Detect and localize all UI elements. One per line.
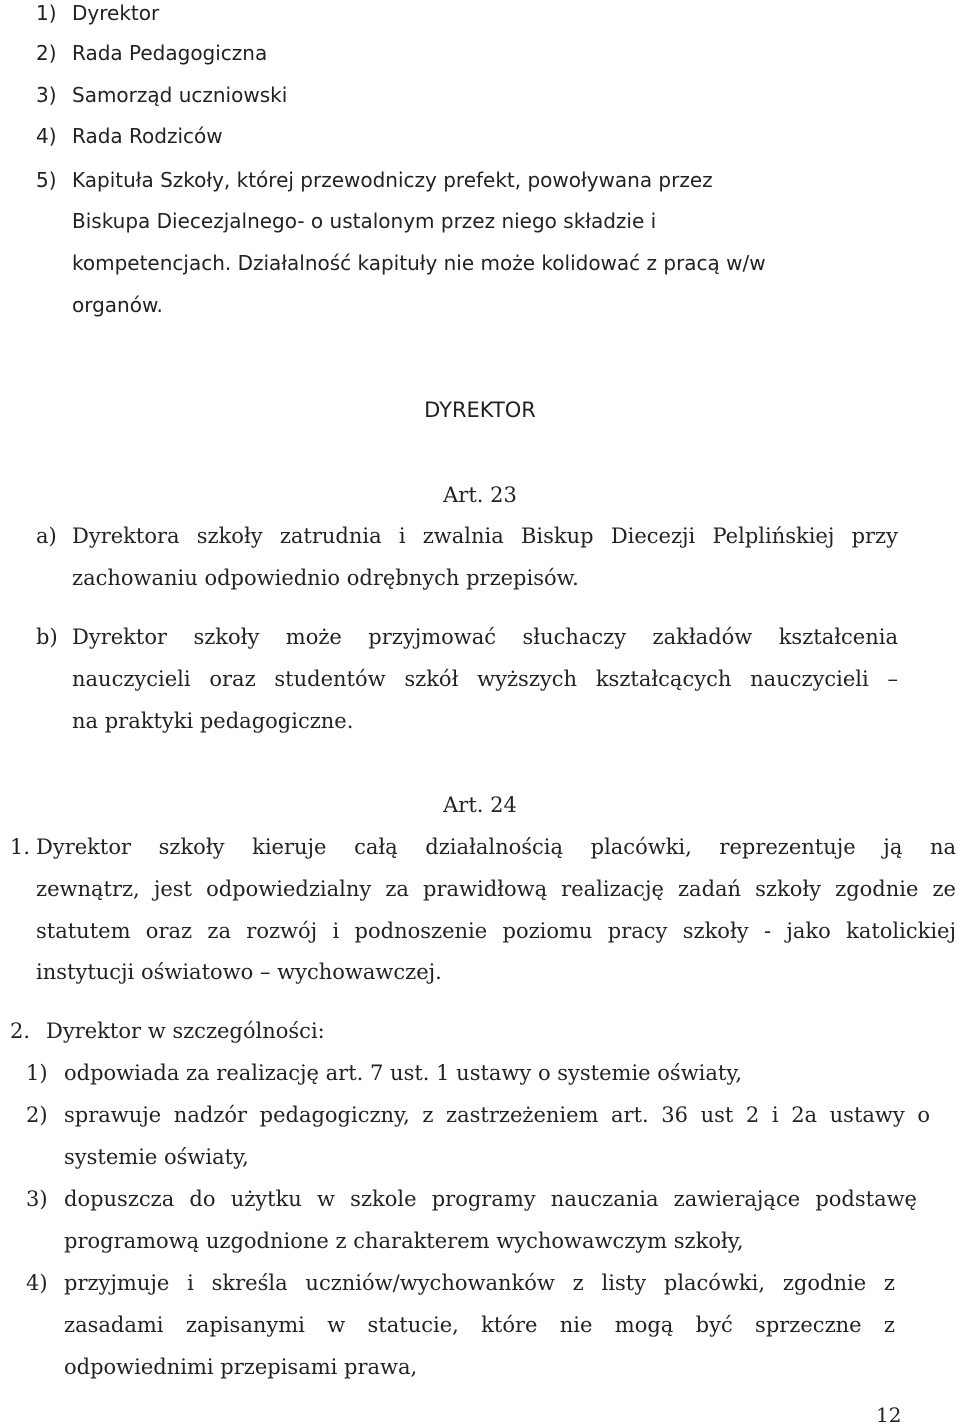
list-item-line: organów.	[72, 293, 163, 317]
list-item: Rada Rodziców	[72, 124, 223, 148]
list-item-line: kompetencjach. Działalność kapituły nie może kolidować z pracą w/w	[72, 251, 766, 275]
list-number: 2)	[36, 41, 57, 65]
article-title: Art. 23	[443, 483, 517, 507]
page-number: 12	[876, 1403, 902, 1427]
paragraph-number: 2.	[10, 1019, 31, 1043]
list-item-line: sprawuje nadzór pedagogiczny, z zastrzeżeniem art. 36 ust 2 i 2a ustawy o	[64, 1103, 930, 1127]
paragraph-line: zachowaniu odpowiednio odrębnych przepisów.	[72, 566, 579, 590]
paragraph-label: b)	[36, 625, 58, 649]
paragraph-line: Dyrektor szkoły kieruje całą działalnością placówki, reprezentuje ją na	[36, 835, 956, 859]
list-item-line: dopuszcza do użytku w szkole programy nauczania zawierające podstawę	[64, 1187, 917, 1211]
paragraph-line: na praktyki pedagogiczne.	[72, 709, 354, 733]
paragraph-line: instytucji oświatowo – wychowawczej.	[36, 960, 442, 984]
list-item-line: systemie oświaty,	[64, 1145, 249, 1169]
paragraph-label: a)	[36, 524, 57, 548]
list-item-line: zasadami zapisanymi w statucie, które nie mogą być sprzeczne z	[64, 1313, 895, 1337]
list-item-line: Biskupa Diecezjalnego- o ustalonym przez niego składzie i	[72, 209, 657, 233]
paragraph-line: zewnątrz, jest odpowiedzialny za prawidłową realizację zadań szkoły zgodnie ze	[36, 877, 956, 901]
paragraph-line: nauczycieli oraz studentów szkół wyższych kształcących nauczycieli –	[72, 667, 898, 691]
section-title: DYREKTOR	[424, 398, 536, 422]
list-number: 5)	[36, 168, 57, 192]
list-number: 4)	[36, 124, 57, 148]
list-item-line: Kapituła Szkoły, której przewodniczy prefekt, powoływana przez	[72, 168, 713, 192]
list-number: 2)	[26, 1103, 48, 1127]
paragraph-line: statutem oraz za rozwój i podnoszenie poziomu pracy szkoły - jako katolickiej	[36, 919, 956, 943]
list-number: 3)	[36, 83, 57, 107]
list-item-line: odpowiednimi przepisami prawa,	[64, 1355, 418, 1379]
list-number: 3)	[26, 1187, 48, 1211]
list-item: Rada Pedagogiczna	[72, 41, 268, 65]
list-number: 4)	[26, 1271, 48, 1295]
article-title: Art. 24	[443, 793, 517, 817]
paragraph-number: 1.	[10, 835, 31, 859]
list-item-line: programową uzgodnione z charakterem wychowawczym szkoły,	[64, 1229, 744, 1253]
list-number: 1)	[26, 1061, 48, 1085]
list-number: 1)	[36, 1, 57, 25]
paragraph-line: Dyrektora szkoły zatrudnia i zwalnia Biskup Diecezji Pelplińskiej przy	[72, 524, 898, 548]
list-item: Dyrektor	[72, 1, 160, 25]
paragraph-line: Dyrektor szkoły może przyjmować słuchaczy zakładów kształcenia	[72, 625, 898, 649]
paragraph-line: Dyrektor w szczególności:	[46, 1019, 325, 1043]
list-item-line: przyjmuje i skreśla uczniów/wychowanków z listy placówki, zgodnie z	[64, 1271, 895, 1295]
list-item: Samorząd uczniowski	[72, 83, 288, 107]
list-item-line: odpowiada za realizację art. 7 ust. 1 ustawy o systemie oświaty,	[64, 1061, 743, 1085]
